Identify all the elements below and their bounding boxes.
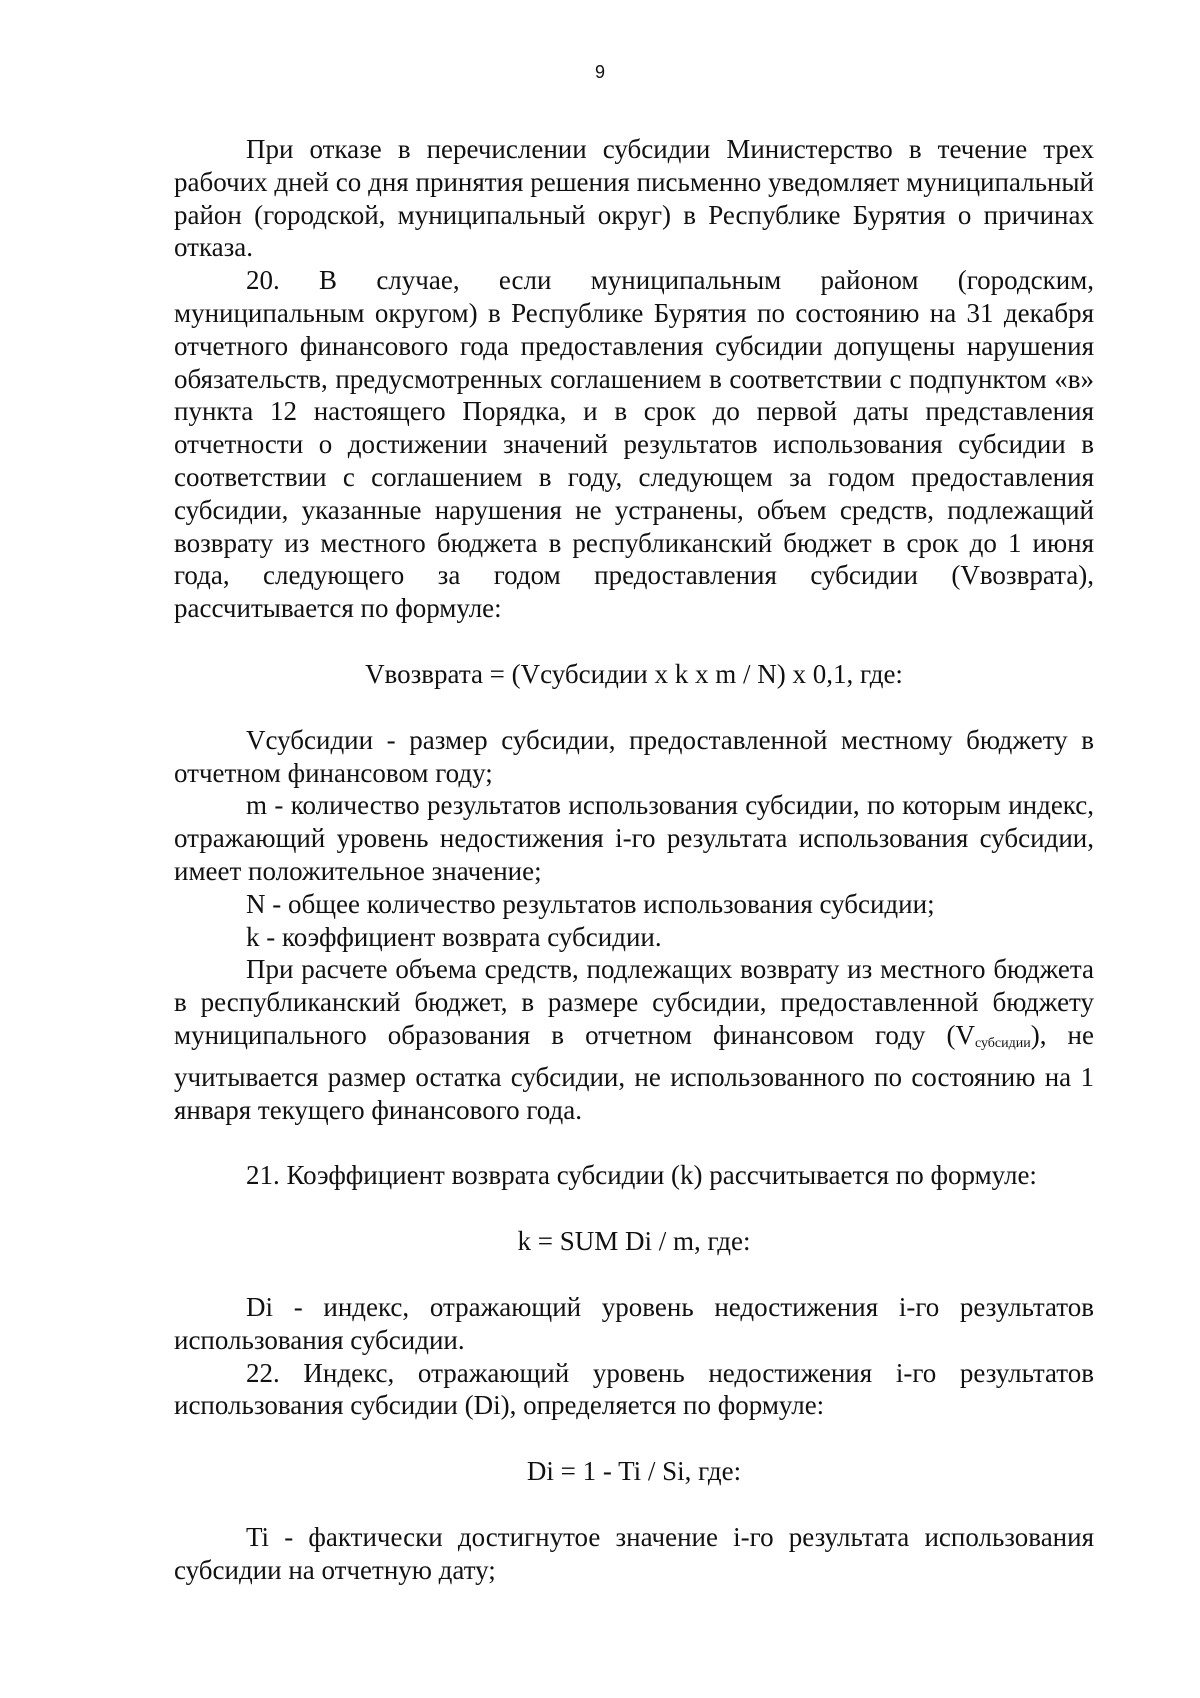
paragraph-20: 20. В случае, если муниципальным районом (городским, муниципальным округом) в Республике Бурятия по состоянию на 31 декабря отчетного финансового года предоставления субсидии допущены нарушения обязательств, предусмотренных соглашением в соответствии с подпунктом «в» пункта 12 настоящего Порядка, и в срок до первой даты представления отчетности о достижении значений результатов использования субсидии в соответствии с соглашением в году, следующем за годом предоставления субсидии, указанные нарушения не устранены, объем средств, подлежащий возврату из местного бюджета в республиканский бюджет в срок до 1 июня года, следующего за годом предоставления субсидии (Vвозврата), рассчитывается по формуле: — [174, 265, 1094, 624]
definition-m: m - количество результатов использования субсидии, по которым индекс, отражающий уровень недостижения i-го результата использования субсидии, имеет положительное значение; — [174, 790, 1094, 886]
definition-k: k - коэффициент возврата субсидии. — [246, 921, 662, 952]
paragraph-refusal: При отказе в перечислении субсидии Министерство в течение трех рабочих дней со дня принятия решения письменно уведомляет муниципальный район (городской, муниципальный округ) в Республике Бурятия о причинах отказа. — [174, 134, 1094, 263]
document-body — [174, 133, 1094, 1586]
note-text-after: ), не учитывается размер остатка субсидии, не использованного по состоянию на 1 января текущего финансового года. — [174, 1019, 1094, 1125]
paragraph-22: 22. Индекс, отражающий уровень недостижения i-го результатов использования субсидии (Di), определяется по формуле: — [174, 1357, 1094, 1421]
formula-di: Di = 1 - Ti / Si, где: — [526, 1456, 742, 1487]
note-subscript: субсидии — [974, 1035, 1031, 1051]
paragraph-21: 21. Коэффициент возврата субсидии (k) рассчитывается по формуле: — [246, 1160, 1037, 1191]
page-number: 9 — [594, 62, 605, 82]
paragraph-calculation-note — [174, 953, 1094, 1126]
definition-ti: Ti - фактически достигнутое значение i-го результата использования субсидии на отчетную дату; — [174, 1521, 1094, 1585]
definition-n: N - общее количество результатов использования субсидии; — [246, 888, 935, 919]
formula-k: k = SUM Di / m, где: — [517, 1226, 751, 1257]
formula-refund-volume: Vвозврата = (Vсубсидии x k x m / N) x 0,1, где: — [365, 658, 903, 689]
definition-vsubsidy: Vсубсидии - размер субсидии, предоставленной местному бюджету в отчетном финансовом году; — [174, 724, 1094, 788]
definition-di: Di - индекс, отражающий уровень недостижения i-го результатов использования субсидии. — [174, 1291, 1094, 1355]
note-text-before: При расчете объема средств, подлежащих возврату из местного бюджета в республиканский бюджет, в размере субсидии, предоставленной бюджету муниципального образования в отчетном финансовом году (V — [174, 954, 1094, 1050]
